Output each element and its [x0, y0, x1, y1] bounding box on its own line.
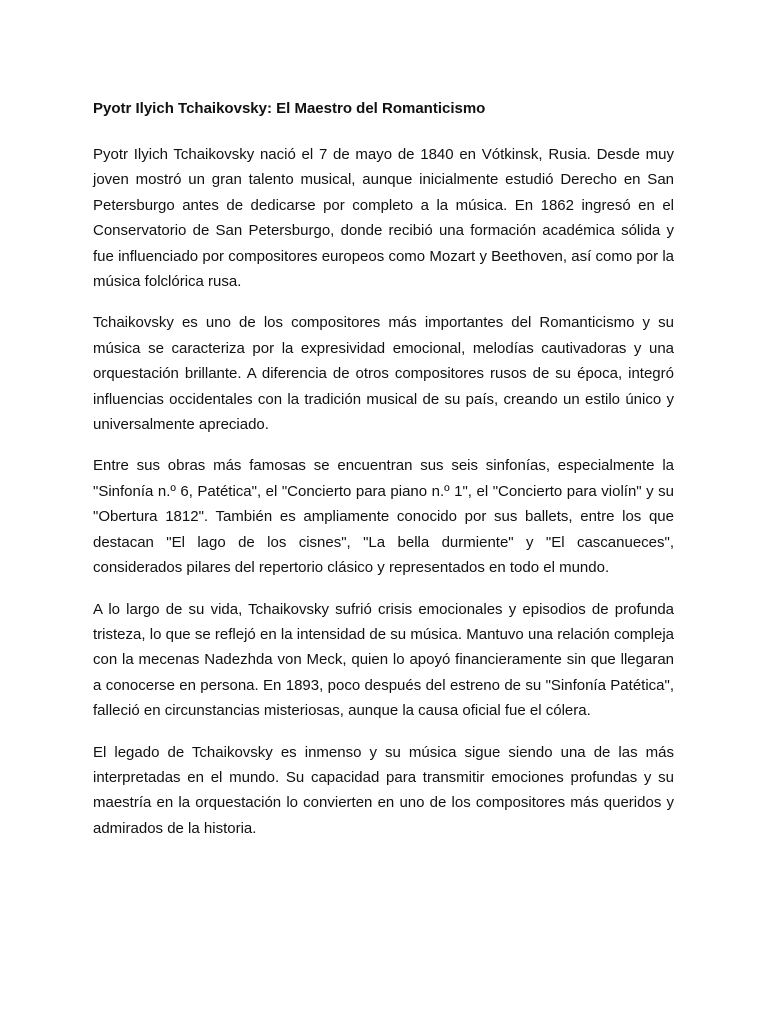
paragraph-works: Entre sus obras más famosas se encuentran sus seis sinfonías, especialmente la "Sinfonía n.º 6, Patética", el "Concierto para piano n.º 1", el "Concierto para violín" y su "Obertura 1812". También es ampliamente conocido por sus ballets, entre los que destacan "El lago de los cisnes", "La bella durmiente" y "El cascanueces", considerados pilares del repertorio clásico y representados en todo el mundo. [93, 457, 674, 577]
document-title: Pyotr Ilyich Tchaikovsky: El Maestro del Romanticismo [93, 100, 486, 117]
paragraph-style: Tchaikovsky es uno de los compositores más importantes del Romanticismo y su música se caracteriza por la expresividad emocional, melodías cautivadoras y una orquestación brillante. A diferencia de otros compositores rusos de su época, integró influencias occidentales con la tradición musical de su país, creando un estilo único y universalmente apreciado. [93, 314, 674, 434]
paragraph-birth-education: Pyotr Ilyich Tchaikovsky nació el 7 de mayo de 1840 en Vótkinsk, Rusia. Desde muy joven mostró un gran talento musical, aunque inicialmente estudió Derecho en San Petersburgo antes de dedicarse por completo a la música. En 1862 ingresó en el Conservatorio de San Petersburgo, donde recibió una formación académica sólida y fue influenciado por compositores europeos como Mozart y Beethoven, así como por la música folclórica rusa. [93, 146, 674, 291]
paragraph-life: A lo largo de su vida, Tchaikovsky sufrió crisis emocionales y episodios de profunda tristeza, lo que se reflejó en la intensidad de su música. Mantuvo una relación compleja con la mecenas Nadezhda von Meck, quien lo apoyó financieramente sin que llegaran a conocerse en persona. En 1893, poco después del estreno de su "Sinfonía Patética", falleció en circunstancias misteriosas, aunque la causa oficial fue el cólera. [93, 600, 674, 720]
paragraph-legacy: El legado de Tchaikovsky es inmenso y su música sigue siendo una de las más interpretadas en el mundo. Su capacidad para transmitir emociones profundas y su maestría en la orquestación lo convierten en uno de los compositores más queridos y admirados de la historia. [93, 743, 674, 837]
